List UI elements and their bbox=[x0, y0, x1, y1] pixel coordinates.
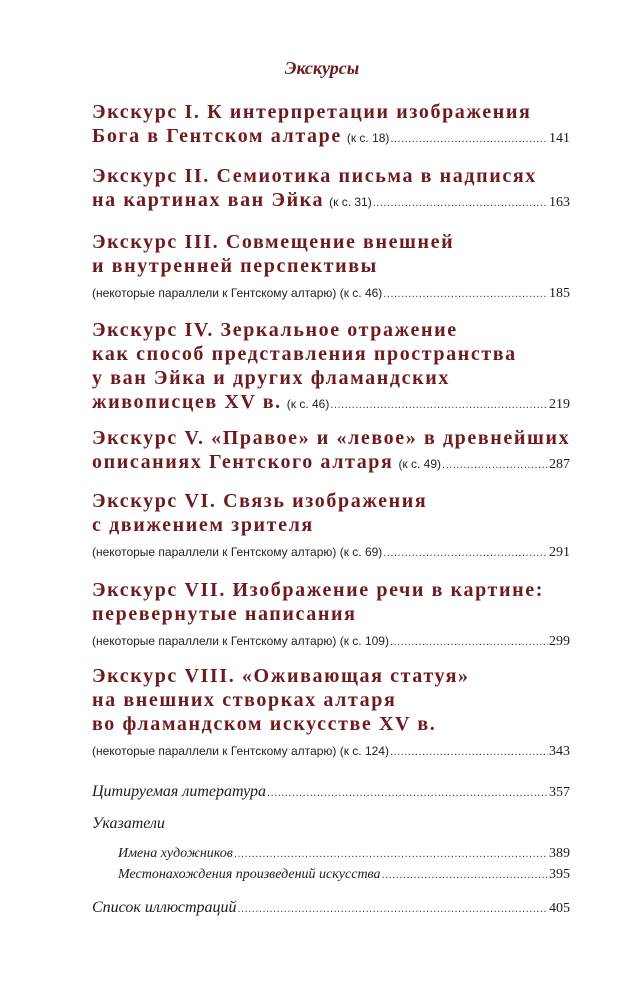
entry-page-number: 219 bbox=[549, 397, 570, 412]
entry-page-number: 287 bbox=[549, 457, 570, 472]
entry-page-number: 141 bbox=[549, 131, 570, 146]
entry-note: (к с. 49) bbox=[398, 457, 442, 471]
toc-entry-excursus-7[interactable] bbox=[92, 578, 570, 650]
literature-label: Цитируемая литература bbox=[92, 783, 267, 800]
entry-title-line: живописцев XV в. bbox=[92, 391, 282, 413]
toc-entry-index-locations[interactable] bbox=[118, 867, 570, 883]
entry-title-line: Экскурс V. «Правое» и «левое» в древнейших bbox=[92, 427, 571, 449]
toc-entry-excursus-3[interactable] bbox=[92, 230, 570, 302]
section-heading: Экскурсы bbox=[284, 58, 360, 78]
entry-page-number: 343 bbox=[549, 744, 570, 759]
dot-leader bbox=[330, 399, 548, 411]
illustrations-page-number: 405 bbox=[549, 901, 570, 916]
index-item-label: Имена художников bbox=[118, 846, 233, 861]
entry-title-line: Экскурс II. Семиотика письма в надписях bbox=[92, 165, 537, 187]
entry-note: (некоторые параллели к Гентскому алтарю) (к с. 124) bbox=[92, 744, 389, 758]
entry-page-number: 299 bbox=[549, 634, 570, 649]
dot-leader bbox=[238, 903, 548, 915]
entry-title-line: Экскурс IV. Зеркальное отражение bbox=[92, 319, 458, 341]
dot-leader bbox=[442, 459, 548, 471]
literature-page-number: 357 bbox=[549, 785, 570, 800]
entry-title-line: Экскурс I. К интерпретации изображения bbox=[92, 101, 532, 123]
entry-note: (к с. 18) bbox=[346, 131, 390, 145]
entry-title-line: с движением зрителя bbox=[92, 514, 314, 536]
toc-entry-literature[interactable] bbox=[92, 783, 570, 801]
toc-entry-index-artists[interactable] bbox=[118, 846, 570, 862]
entry-note: (некоторые параллели к Гентскому алтарю) (к с. 46) bbox=[92, 286, 383, 300]
entry-title-line: перевернутые написания bbox=[92, 603, 357, 625]
entry-page-number: 163 bbox=[549, 195, 570, 210]
entry-note: (к с. 31) bbox=[329, 195, 372, 209]
dot-leader bbox=[390, 636, 548, 648]
entry-title-line: на картинах ван Эйка bbox=[92, 189, 325, 211]
toc-entry-excursus-6[interactable] bbox=[92, 489, 570, 561]
toc-entry-illustrations[interactable] bbox=[92, 899, 570, 917]
entry-title-line: Экскурс VI. Связь изображения bbox=[92, 490, 428, 512]
dot-leader bbox=[383, 288, 548, 300]
entry-title-line: Экскурс VIII. «Оживающая статуя» bbox=[92, 665, 470, 687]
entry-page-number: 185 bbox=[549, 286, 570, 301]
dot-leader bbox=[390, 133, 548, 145]
dot-leader bbox=[373, 197, 548, 209]
dot-leader bbox=[234, 848, 548, 860]
toc-entry-excursus-1[interactable] bbox=[92, 100, 570, 148]
entry-title-line: описаниях Гентского алтаря bbox=[92, 451, 394, 473]
index-item-page-number: 389 bbox=[549, 846, 570, 861]
entry-title-line: Экскурс VII. Изображение речи в картине: bbox=[92, 579, 544, 601]
entry-note: (к с. 46) bbox=[286, 397, 330, 411]
entry-title-line: и внутренней перспективы bbox=[92, 255, 378, 277]
indexes-label: Указатели bbox=[92, 815, 165, 832]
toc-entry-excursus-5[interactable] bbox=[92, 426, 570, 474]
toc-entry-excursus-8[interactable] bbox=[92, 664, 570, 760]
illustrations-label: Список иллюстраций bbox=[92, 899, 237, 916]
entry-page-number: 291 bbox=[549, 545, 570, 560]
entry-note: (некоторые параллели к Гентскому алтарю) (к с. 109) bbox=[92, 634, 389, 648]
dot-leader bbox=[382, 869, 548, 881]
dot-leader bbox=[383, 547, 548, 559]
index-item-label: Местонахождения произведений искусства bbox=[118, 867, 381, 882]
entry-title-line: у ван Эйка и других фламандских bbox=[92, 367, 450, 389]
dot-leader bbox=[390, 746, 548, 758]
entry-title-line: на внешних створках алтаря bbox=[92, 689, 397, 711]
dot-leader bbox=[267, 787, 548, 799]
toc-entry-excursus-4[interactable] bbox=[92, 318, 570, 414]
entry-title-line: во фламандском искусстве XV в. bbox=[92, 713, 437, 735]
index-item-page-number: 395 bbox=[549, 867, 570, 882]
entry-note: (некоторые параллели к Гентскому алтарю) (к с. 69) bbox=[92, 545, 383, 559]
toc-entry-excursus-2[interactable] bbox=[92, 164, 570, 212]
entry-title-line: Бога в Гентском алтаре bbox=[92, 125, 342, 147]
entry-title-line: как способ представления пространства bbox=[92, 343, 517, 365]
entry-title-line: Экскурс III. Совмещение внешней bbox=[92, 231, 455, 253]
